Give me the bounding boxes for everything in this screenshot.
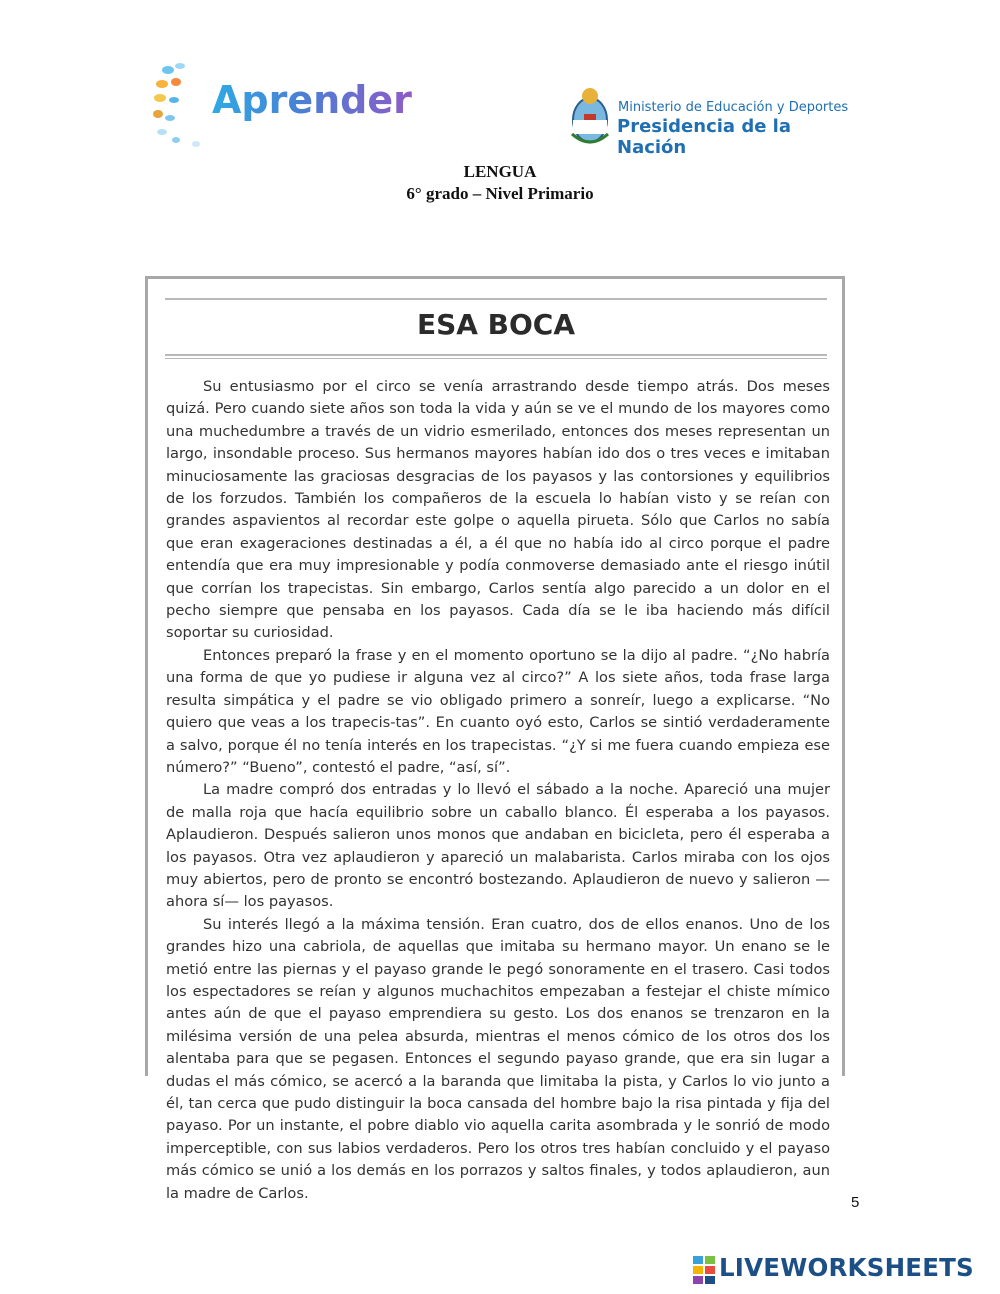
ministerio-logo (560, 80, 860, 158)
story-title: ESA BOCA (416, 308, 576, 341)
liveworksheets-brand: LIVEWORKSHEETS (719, 1253, 974, 1282)
butterflies-icon (150, 58, 210, 158)
aprender-logo (150, 58, 430, 158)
ministry-name: Ministerio de Educación y Deportes (618, 100, 849, 115)
subject-heading: LENGUA (463, 162, 537, 181)
grade-heading: 6° grado – Nivel Primario (406, 184, 594, 203)
story-paragraph-1: Su entusiasmo por el circo se venía arrastrando desde tiempo atrás. Dos meses quizá. Pero cuando siete años son toda la vida y aún se ve el mundo de los mayores como una muchedumbre a través de un vidrio esmerilado, entonces dos meses representan un largo, insondable proceso. Sus hermanos mayores habían ido dos o tres veces e imitaban minuciosamente las graciosas desgracias de los payasos y las contorsiones y equilibrios de los forzudos. También los compañeros de la escuela lo habían visto y se reían con grandes aspavientos al recordar este golpe o aquella pirueta. Sólo que Carlos no sabía que eran exageraciones destinadas a él, a él que no había ido al circo porque el padre entendía que era muy impresionable y podía conmoverse demasiado ante el riesgo inútil que corrían los trapecistas. Sin embargo, Carlos sentía algo parecido a un dolor en el pecho siempre que pensaba en los payasos. Cada día se le iba haciendo más difícil soportar su curiosidad. (166, 378, 830, 642)
presidency-name: Presidencia de la Nación (617, 116, 791, 158)
liveworksheets-icon (693, 1254, 717, 1286)
coat-of-arms-icon (566, 84, 614, 148)
story-paragraph-4: Su interés llegó a la máxima tensión. Eran cuatro, dos de ellos enanos. Uno de los grandes hizo una cabriola, de aquellas que imitaba su hermano mayor. Un enano se le metió entre las piernas y el payaso grande le pegó sonoramente en el trasero. Casi todos los espectadores se reían y algunos muchachitos empezaban a festejar el chiste mímico antes aún de que el payaso emprendiera su gesto. Los dos enanos se trenzaron en la milésima versión de una pelea absurda, mientras el menos cómico de los otros dos los alentaba para que se pegasen. Entonces el segundo payaso grande, que era sin lugar a dudas el más cómico, se acercó a la baranda que limitaba la pista, y Carlos lo vio junto a él, tan cerca que pudo distinguir la boca cansada del hombre bajo la risa pintada y fija del payaso. Por un instante, el pobre diablo vio aquella carita asombrada y le sonrió de modo imperceptible, con sus labios verdaderos. Pero los otros tres habían concluido y el payaso más cómico se unió a los demás en los porrazos y saltos finales, y todos aplaudieron, aun la madre de Carlos. (166, 915, 830, 1202)
story-paragraph-3: La madre compró dos entradas y lo llevó el sábado a la noche. Apareció una mujer de malla roja que hacía equilibrio sobre un caballo blanco. Él esperaba a los payasos. Aplaudieron. Después salieron unos monos que andaban en bicicleta, pero él esperaba a los payasos. Otra vez aplaudieron y apareció un malabarista. Carlos miraba con los ojos muy abiertos, pero de pronto se encontró bostezando. Aplaudieron de nuevo y salieron —ahora sí— los payasos. (166, 781, 830, 911)
title-top-rule (165, 298, 827, 300)
page-number: 5 (851, 1194, 860, 1211)
story-paragraph-2: Entonces preparó la frase y en el momento oportuno se la dijo al padre. “¿No habría una forma de que yo pudiese ir alguna vez al circo?” A los siete años, toda frase larga resulta simpática y el padre se vio obligado primero a sonreír, luego a explicarse. “No quiero que veas a los trapecis-tas”. En cuanto oyó esto, Carlos se sintió verdaderamente a salvo, porque él no tenía interés en los trapecistas. “¿Y si me fuera cuando empieza ese número?” “Bueno”, contestó el padre, “así, sí”. (166, 646, 830, 776)
story-body (166, 376, 830, 1205)
title-bottom-rule (165, 354, 827, 356)
aprender-logo-text: Aprender (212, 78, 412, 122)
title-bottom-rule-thin (165, 358, 827, 359)
